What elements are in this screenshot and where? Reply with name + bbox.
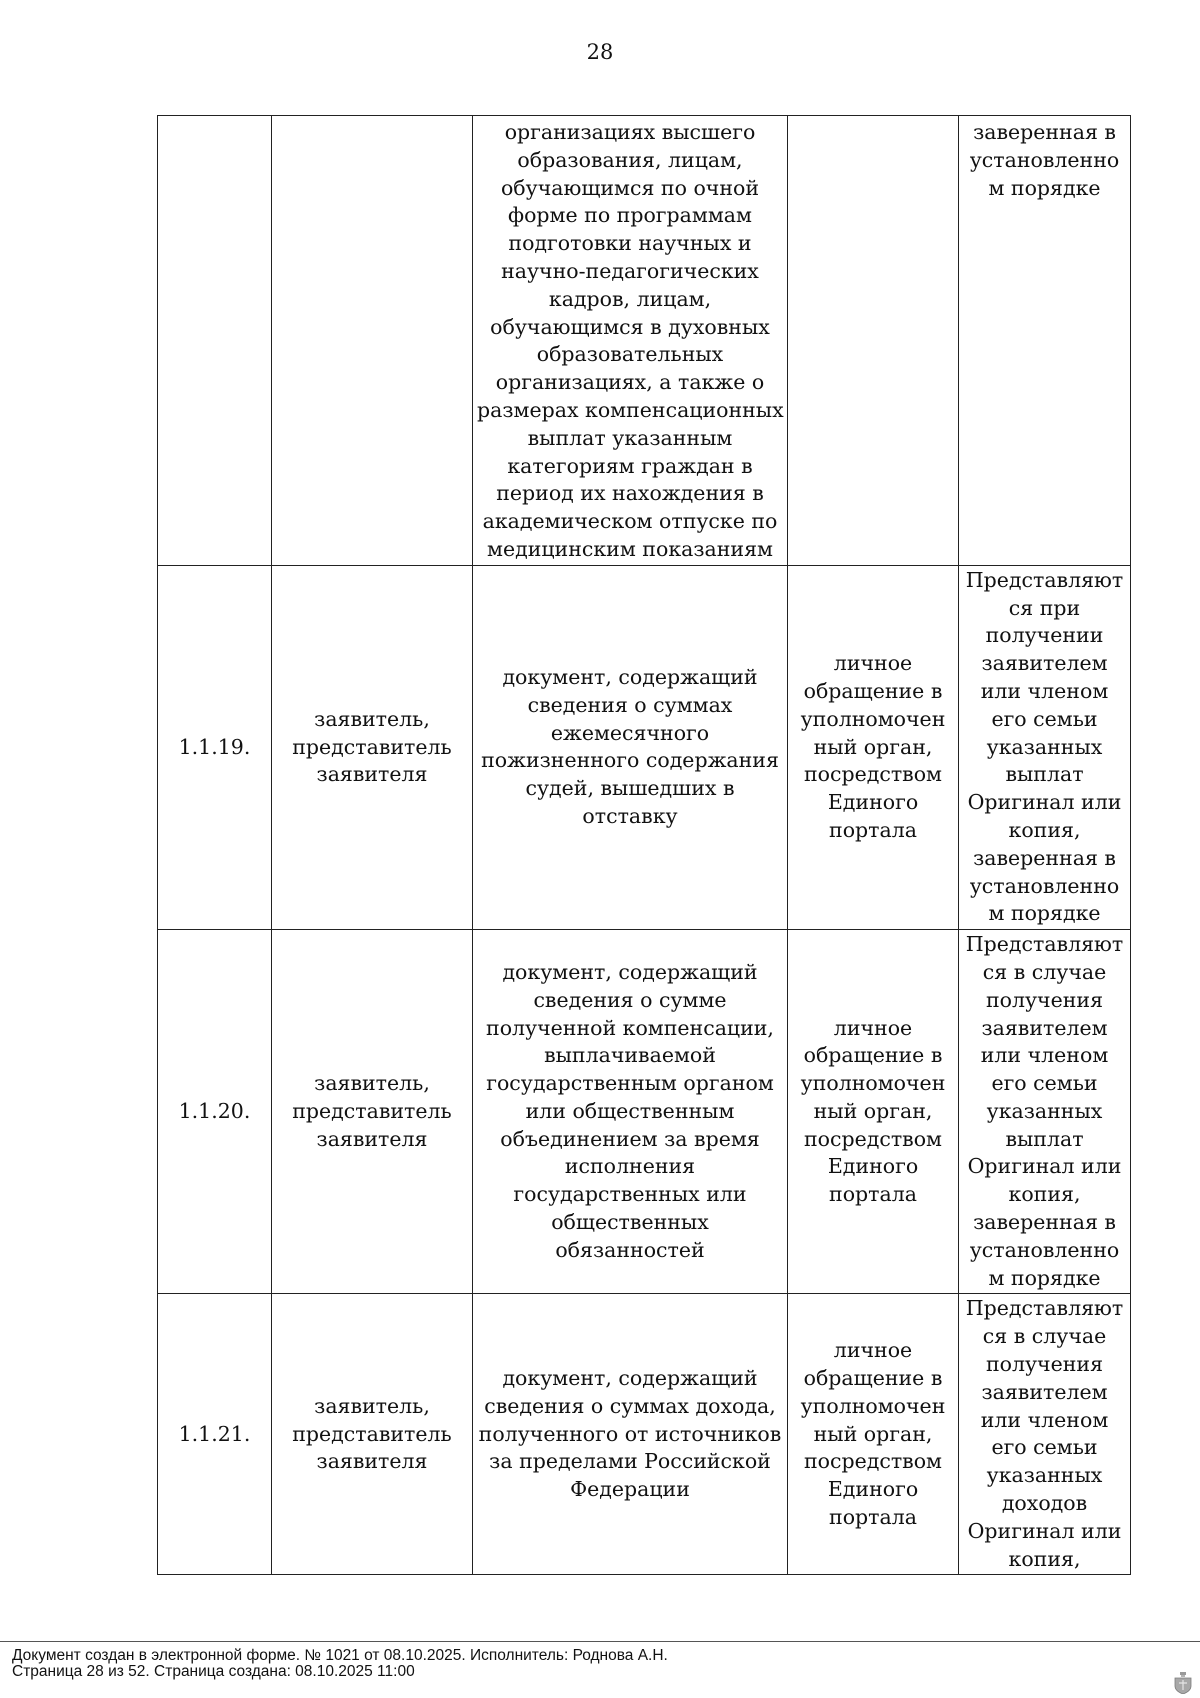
- cell-text-line: обращение в: [803, 678, 943, 703]
- cell-text-line: заявитель,: [314, 706, 430, 731]
- cell-text-line: документ, содержащий: [502, 665, 758, 690]
- cell-text-line: образовательных: [536, 342, 724, 367]
- cell-text-line: Оригинал или: [967, 1518, 1122, 1543]
- cell-text-line: получения: [985, 1352, 1104, 1377]
- cell-text-line: заверенная в: [973, 120, 1116, 144]
- cell-text-line: копия,: [1008, 1182, 1081, 1207]
- footer-line-page: Страница 28 из 52. Страница создана: 08.10.2025 11:00: [12, 1663, 415, 1680]
- cell-note: [959, 116, 1131, 566]
- cell-text-line: портала: [829, 1504, 917, 1529]
- document-footer: [12, 1648, 668, 1680]
- cell-text-line: посредством: [803, 1126, 942, 1151]
- cell-text-line: заверенная в: [973, 845, 1116, 870]
- cell-document: [473, 116, 788, 566]
- cell-text-line: полученной компенсации,: [486, 1015, 774, 1040]
- cell-method: [788, 116, 959, 566]
- cell-text-line: период их нахождения в: [496, 481, 764, 506]
- cell-text-line: представитель: [292, 1098, 452, 1123]
- cell-document: [473, 565, 788, 929]
- cell-text-line: Федерации: [570, 1477, 690, 1502]
- cell-text-line: обязанностей: [555, 1237, 705, 1262]
- cell-text-line: портала: [829, 817, 917, 842]
- cell-text-line: м порядке: [988, 1265, 1101, 1290]
- cell-text-line: установленно: [969, 873, 1120, 898]
- cell-text-line: ный орган,: [813, 1098, 933, 1123]
- cell-text-line: пожизненного содержания: [481, 748, 779, 773]
- cell-text-line: отставку: [582, 804, 678, 829]
- cell-text-line: Единого: [827, 1477, 919, 1502]
- cell-text-line: личное: [833, 651, 913, 676]
- cell-text-line: получении: [985, 623, 1104, 648]
- cell-text-line: исполнения: [564, 1154, 696, 1179]
- cell-text-line: кадров, лицам,: [548, 286, 712, 311]
- cell-text-line: Представляют: [965, 932, 1124, 957]
- cell-text-line: выплат: [1005, 762, 1084, 787]
- cell-text-line: установленно: [969, 1237, 1120, 1262]
- cell-text-line: представитель: [292, 1421, 452, 1446]
- cell-text-line: государственных или: [513, 1182, 747, 1207]
- cell-text-line: заявителем: [981, 1015, 1108, 1040]
- cell-number: 1.1.20.: [158, 930, 272, 1294]
- table-row-1-1-19: [158, 565, 1131, 929]
- cell-text-line: Представляют: [965, 1296, 1124, 1321]
- cell-text-line: или членом: [980, 678, 1109, 703]
- cell-text-line: размерах компенсационных: [477, 397, 784, 422]
- cell-text-line: обучающимся по очной: [500, 175, 760, 200]
- cell-text-line: сведения о суммах: [527, 692, 733, 717]
- cell-text-line: организациях, а также о: [495, 370, 765, 395]
- cell-text-line: подготовки научных и: [508, 231, 752, 256]
- cell-text-line: сведения о суммах дохода,: [484, 1393, 776, 1418]
- cell-text-line: указанных: [986, 1098, 1103, 1123]
- cell-text-line: копия,: [1008, 817, 1081, 842]
- cell-text-line: ный орган,: [813, 1421, 933, 1446]
- documents-table: [157, 115, 1131, 1575]
- cell-text-line: заявителя: [316, 762, 428, 787]
- cell-text-line: портала: [829, 1182, 917, 1207]
- cell-number: 1.1.19.: [158, 565, 272, 929]
- cell-text-line: выплат: [1005, 1126, 1084, 1151]
- cell-text-line: Представляют: [965, 567, 1124, 592]
- cell-text-line: ный орган,: [813, 734, 933, 759]
- cell-text-line: представитель: [292, 734, 452, 759]
- cell-text-line: судей, вышедших в: [525, 776, 735, 801]
- cell-applicant: [272, 1294, 473, 1575]
- coat-of-arms-icon: [1173, 1672, 1193, 1694]
- cell-text-line: обращение в: [803, 1365, 943, 1390]
- cell-text-line: его семьи: [991, 1071, 1098, 1096]
- cell-note: [959, 565, 1131, 929]
- cell-text-line: заявителем: [981, 1379, 1108, 1404]
- cell-text-line: заявителя: [316, 1126, 428, 1151]
- cell-text-line: получения: [985, 987, 1104, 1012]
- cell-text-line: заверенная в: [973, 1210, 1116, 1235]
- cell-note: [959, 930, 1131, 1294]
- cell-text-line: или членом: [980, 1407, 1109, 1432]
- cell-text-line: его семьи: [991, 1435, 1098, 1460]
- cell-document: [473, 1294, 788, 1575]
- footer-divider: [0, 1641, 1200, 1642]
- cell-text-line: копия,: [1008, 1546, 1081, 1571]
- cell-text-line: ежемесячного: [550, 720, 710, 745]
- table-row-continuation: [158, 116, 1131, 566]
- cell-method: [788, 1294, 959, 1575]
- cell-text-line: полученного от источников: [478, 1421, 782, 1446]
- cell-text-line: или общественным: [525, 1098, 735, 1123]
- cell-text-line: объединением за время: [500, 1126, 760, 1151]
- cell-method: [788, 930, 959, 1294]
- cell-text-line: заявитель,: [314, 1071, 430, 1096]
- cell-text-line: Единого: [827, 1154, 919, 1179]
- cell-text-line: его семьи: [991, 706, 1098, 731]
- cell-text-line: выплат указанным: [527, 425, 733, 450]
- cell-text-line: установленно: [969, 147, 1120, 172]
- cell-applicant: [272, 565, 473, 929]
- table-row-1-1-21: [158, 1294, 1131, 1575]
- cell-text-line: уполномочен: [800, 1071, 946, 1096]
- cell-text-line: м порядке: [988, 901, 1101, 926]
- cell-text-line: общественных: [551, 1210, 709, 1235]
- cell-text-line: или членом: [980, 1043, 1109, 1068]
- cell-text-line: м порядке: [988, 175, 1101, 200]
- cell-text-line: указанных: [986, 1463, 1103, 1488]
- cell-text-line: посредством: [803, 1449, 942, 1474]
- cell-text-line: Оригинал или: [967, 1154, 1122, 1179]
- cell-text-line: ся в случае: [982, 1324, 1107, 1349]
- cell-text-line: обращение в: [803, 1043, 943, 1068]
- cell-document: [473, 930, 788, 1294]
- cell-text-line: медицинским показаниям: [487, 536, 773, 561]
- cell-text-line: Оригинал или: [967, 790, 1122, 815]
- cell-text-line: форме по программам: [508, 203, 752, 228]
- cell-text-line: сведения о сумме: [533, 987, 727, 1012]
- cell-text-line: указанных: [986, 734, 1103, 759]
- cell-text-line: личное: [833, 1338, 913, 1363]
- cell-text-line: заявителем: [981, 651, 1108, 676]
- cell-text-line: Единого: [827, 790, 919, 815]
- cell-text-line: категориям граждан в: [507, 453, 753, 478]
- cell-number: [158, 116, 272, 566]
- cell-text-line: посредством: [803, 762, 942, 787]
- cell-text-line: доходов: [1001, 1491, 1088, 1516]
- cell-note: [959, 1294, 1131, 1575]
- cell-text-line: документ, содержащий: [502, 959, 758, 984]
- table-row-1-1-20: [158, 930, 1131, 1294]
- page-number: 28: [586, 40, 614, 64]
- cell-applicant: [272, 116, 473, 566]
- cell-text-line: выплачиваемой: [544, 1043, 716, 1068]
- cell-number: 1.1.21.: [158, 1294, 272, 1575]
- cell-text-line: государственным органом: [486, 1071, 774, 1096]
- cell-text-line: ся при: [1008, 595, 1081, 620]
- cell-text-line: ся в случае: [982, 959, 1107, 984]
- cell-text-line: заявитель,: [314, 1393, 430, 1418]
- cell-text-line: заявителя: [316, 1449, 428, 1474]
- cell-text-line: уполномочен: [800, 706, 946, 731]
- cell-text-line: академическом отпуске по: [482, 509, 778, 534]
- cell-method: [788, 565, 959, 929]
- cell-text-line: организациях высшего: [504, 120, 756, 144]
- cell-text-line: образования, лицам,: [517, 147, 743, 172]
- footer-line-creation: Документ создан в электронной форме. № 1021 от 08.10.2025. Исполнитель: Роднова А.Н.: [12, 1647, 668, 1664]
- cell-text-line: личное: [833, 1015, 913, 1040]
- cell-text-line: за пределами Российской: [489, 1449, 771, 1474]
- cell-text-line: научно-педагогических: [501, 258, 759, 283]
- cell-text-line: уполномочен: [800, 1393, 946, 1418]
- cell-text-line: документ, содержащий: [502, 1365, 758, 1390]
- cell-applicant: [272, 930, 473, 1294]
- cell-text-line: обучающимся в духовных: [490, 314, 770, 339]
